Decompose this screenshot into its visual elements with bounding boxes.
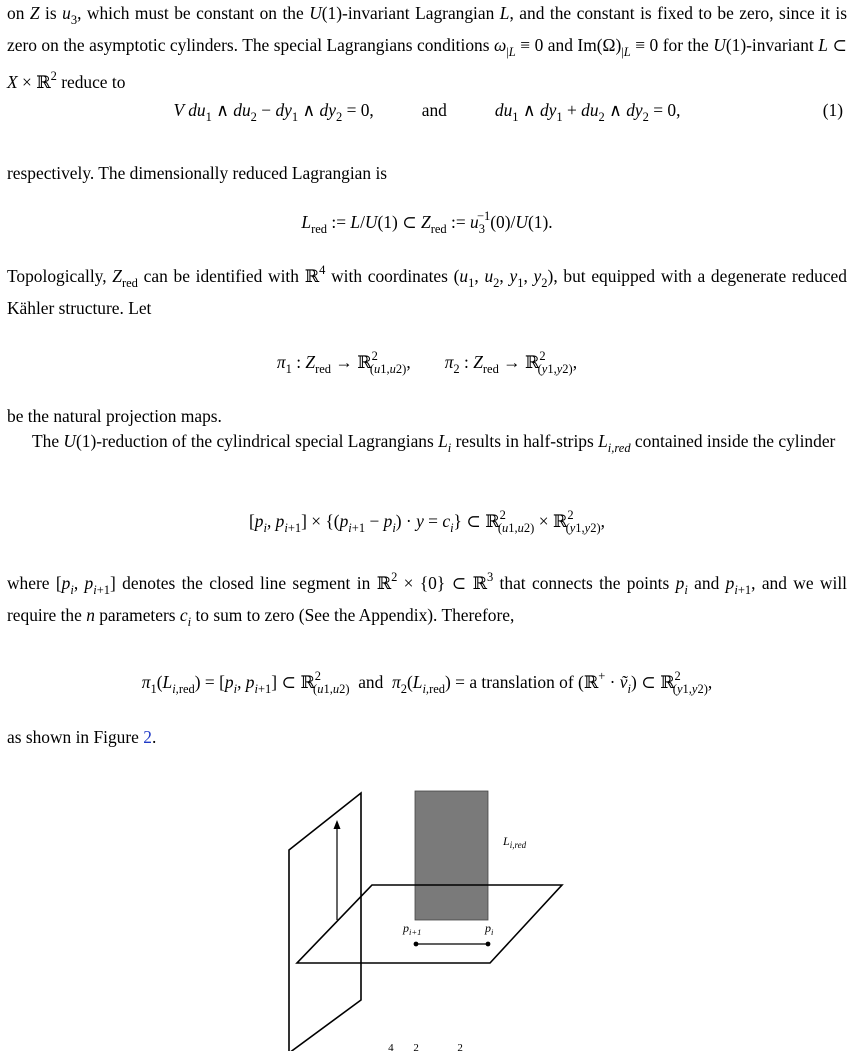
figure-reference-suffix: . xyxy=(151,727,157,747)
label-p-i: $p_i$ xyxy=(485,921,494,937)
point-p-i xyxy=(486,942,491,947)
paragraph-3: Topologically, $Z_{red}$ can be identified with ℝ$^4$ with coordinates ($u_1$, $u_2$, $y_1$, $y_2$), but equipped with a degenerate reduced Kähler structure. Let xyxy=(7,263,847,318)
paragraph-5: where [$p_i$, $p_{i+1}$] denotes the closed line segment in ℝ$^2$ × {0} ⊂ ℝ$^3$ that connects the points $p_i$ and $p_{i+1}$, and we will require the n parameters $c_i$ to sum to zero (See the Appendix). Therefore, xyxy=(7,570,847,629)
vertical-plane xyxy=(289,793,361,1051)
point-p-i-plus-1 xyxy=(414,942,419,947)
equation-1: V $du_1$ ∧ $du_2 - dy_1$ ∧ $dy_2 = 0$, and $du_1$ ∧ $dy_1 + du_2$ ∧ $dy_2 = 0$, xyxy=(173,100,681,124)
figure-caption-partial: 4 2 2 xyxy=(388,1042,464,1054)
equation-2: $L_{red}$ := L/U(1) ⊂ $Z_{red}$ := $u_3^{-1}(0)/U(1)$. xyxy=(301,209,553,236)
vertical-arrow-head xyxy=(334,820,341,829)
strip-L-i-red xyxy=(415,791,488,920)
equation-4: [$p_i$, $p_{i+1}] \times \{(p_{i+1} - p_i) \cdot y = c_i\}$ ⊂ ℝ$^2_{(u1,u2)}$ × ℝ$^2_{(y1,y2)}$, xyxy=(248,508,606,535)
figure-reference-prefix: as shown in Figure xyxy=(7,727,139,747)
paragraph-4a: be the natural projection maps. xyxy=(7,406,222,426)
paragraph-4b: The U(1)-reduction of the cylindrical special Lagrangians $L_i$ results in half-strips $L_{i,red}$ contained inside the cylinder xyxy=(32,430,836,455)
equation-1-and: and xyxy=(421,100,447,120)
figure-2-link[interactable]: 2 xyxy=(143,727,152,747)
equation-5: $\pi_1(L_{i,red}) = [p_i$, $p_{i+1}$] ⊂ ℝ$^2_{(u1,u2)}$ and $\pi_2(L_{i,red}) = a$ translation of (ℝ+ · ṽ$_i$) ⊂ ℝ$^2_{(y1,y2)}$, xyxy=(141,669,713,696)
equation-1-number: (1) xyxy=(822,100,843,120)
strip-label: $L_{i,red}$ xyxy=(503,834,527,850)
equation-3: $\pi_1$ : $Z_{red}$ → ℝ$^2_{(u1,u2)}$, $\pi_2$ : $Z_{red}$ → ℝ$^2_{(y1,y2)}$, xyxy=(276,349,578,376)
paragraph-2: respectively. The dimensionally reduced Lagrangian is xyxy=(7,163,388,183)
label-p-i-plus-1: $p_{i+1}$ xyxy=(403,921,422,937)
paragraph-1: on Z is $u_3$, which must be constant on the U(1)-invariant Lagrangian L, and the constant is fixed to be zero, since it is zero on the asymptotic cylinders. The special Lagrangians conditions $\omega_{|L} \equiv 0$ and $Im(\Omega)_{|L} \equiv 0$ for the U(1)-invariant L ⊂ X × ℝ$^2$ reduce to xyxy=(7,3,848,92)
